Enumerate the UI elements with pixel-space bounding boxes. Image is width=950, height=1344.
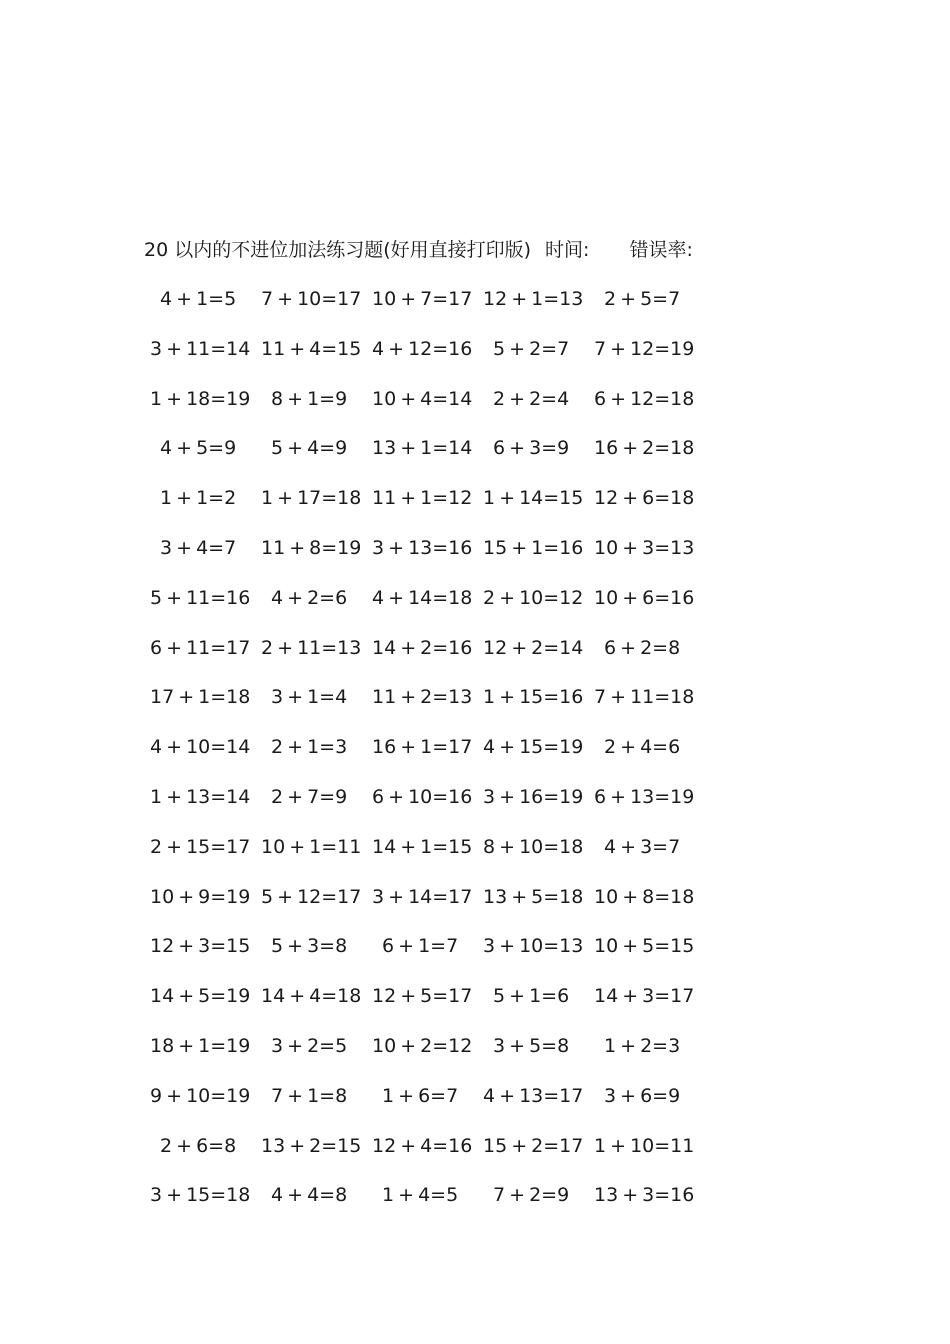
- problem-row: [0, 982, 950, 1032]
- problem-cell: [483, 434, 594, 462]
- addition-problem: 7 + 1=8: [271, 1084, 348, 1107]
- addition-problem: 3 + 11=14: [150, 337, 251, 360]
- addition-problem: 14 + 2=16: [372, 636, 473, 659]
- addition-problem: 1 + 6=7: [382, 1084, 459, 1107]
- problem-cell: [150, 1181, 261, 1209]
- problem-cell: [261, 733, 372, 761]
- addition-problem: 6 + 3=9: [493, 437, 570, 460]
- problem-cell: [261, 385, 372, 413]
- addition-problem: 2 + 6=8: [160, 1134, 237, 1157]
- problem-row: [0, 932, 950, 982]
- problem-cell: [261, 683, 372, 711]
- problem-cell: [372, 833, 483, 861]
- problem-cell: [594, 1181, 705, 1209]
- addition-problem: 8 + 1=9: [271, 387, 348, 410]
- addition-problem: 10 + 7=17: [372, 288, 473, 310]
- problem-row: [0, 285, 950, 335]
- addition-problem: 2 + 5=7: [604, 288, 681, 310]
- problem-cell: [150, 683, 261, 711]
- problem-cell: [261, 285, 372, 313]
- problem-row: [0, 683, 950, 733]
- problem-row: [0, 534, 950, 584]
- addition-problem: 1 + 17=18: [261, 487, 362, 510]
- problem-cell: [261, 534, 372, 562]
- problem-cell: [150, 1032, 261, 1060]
- problem-cell: [372, 1181, 483, 1209]
- problem-cell: [594, 484, 705, 512]
- problem-row: [0, 883, 950, 933]
- problem-cell: [261, 783, 372, 811]
- problem-row: [0, 385, 950, 435]
- addition-problem: 12 + 4=16: [372, 1134, 473, 1157]
- problem-row: [0, 733, 950, 783]
- worksheet-title: 20 以内的不进位加法练习题(好用直接打印版): [144, 239, 532, 261]
- problem-cell: [594, 1082, 705, 1110]
- problem-cell: [261, 1082, 372, 1110]
- addition-problem: 12 + 1=13: [483, 288, 584, 310]
- addition-problem: 3 + 5=8: [493, 1034, 570, 1057]
- problem-cell: [261, 634, 372, 662]
- problem-row: [0, 484, 950, 534]
- worksheet-header: [144, 236, 693, 264]
- addition-problem: 11 + 2=13: [372, 686, 473, 709]
- problem-row: [0, 1082, 950, 1132]
- addition-problem: 12 + 2=14: [483, 636, 584, 659]
- addition-problem: 1 + 1=2: [160, 487, 237, 510]
- addition-problem: 16 + 2=18: [594, 437, 695, 460]
- addition-problem: 10 + 9=19: [150, 885, 251, 908]
- problem-cell: [261, 883, 372, 911]
- problem-cell: [483, 1082, 594, 1110]
- problem-cell: [372, 1082, 483, 1110]
- addition-problem: 2 + 15=17: [150, 835, 251, 858]
- problem-cell: [261, 932, 372, 960]
- addition-problem: 7 + 10=17: [261, 288, 362, 310]
- problem-row: [0, 434, 950, 484]
- addition-problem: 11 + 4=15: [261, 337, 362, 360]
- addition-problem: 4 + 2=6: [271, 586, 348, 609]
- problem-row: [0, 1181, 950, 1231]
- addition-problem: 3 + 10=13: [483, 935, 584, 958]
- addition-problem: 2 + 7=9: [271, 785, 348, 808]
- problem-cell: [372, 1032, 483, 1060]
- addition-problem: 5 + 11=16: [150, 586, 251, 609]
- addition-problem: 5 + 4=9: [271, 437, 348, 460]
- problem-cell: [483, 833, 594, 861]
- problem-cell: [483, 783, 594, 811]
- addition-problem: 3 + 6=9: [604, 1084, 681, 1107]
- addition-problem: 15 + 2=17: [483, 1134, 584, 1157]
- addition-problem: 5 + 3=8: [271, 935, 348, 958]
- addition-problem: 5 + 12=17: [261, 885, 362, 908]
- problem-cell: [261, 335, 372, 363]
- problem-cell: [150, 434, 261, 462]
- problem-cell: [483, 584, 594, 612]
- problem-cell: [372, 534, 483, 562]
- addition-problem: 18 + 1=19: [150, 1034, 251, 1057]
- problem-cell: [483, 982, 594, 1010]
- problem-cell: [594, 434, 705, 462]
- problem-cell: [261, 484, 372, 512]
- addition-problem: 10 + 1=11: [261, 835, 362, 858]
- problem-row: [0, 833, 950, 883]
- addition-problem: 8 + 10=18: [483, 835, 584, 858]
- addition-problem: 3 + 13=16: [372, 536, 473, 559]
- addition-problem: 10 + 4=14: [372, 387, 473, 410]
- problem-row: [0, 1032, 950, 1082]
- addition-problem: 2 + 11=13: [261, 636, 362, 659]
- addition-problem: 1 + 4=5: [382, 1184, 459, 1207]
- problem-cell: [483, 335, 594, 363]
- addition-problem: 6 + 1=7: [382, 935, 459, 958]
- addition-problem: 1 + 2=3: [604, 1034, 681, 1057]
- problem-cell: [150, 1132, 261, 1160]
- problem-cell: [483, 683, 594, 711]
- problem-cell: [594, 285, 705, 313]
- addition-problem: 12 + 3=15: [150, 935, 251, 958]
- addition-problem: 6 + 12=18: [594, 387, 695, 410]
- problem-cell: [150, 1082, 261, 1110]
- problem-cell: [372, 484, 483, 512]
- problem-row: [0, 634, 950, 684]
- addition-problem: 12 + 5=17: [372, 985, 473, 1008]
- addition-problem: 3 + 1=4: [271, 686, 348, 709]
- problem-row: [0, 1132, 950, 1182]
- problem-cell: [372, 584, 483, 612]
- addition-problem: 13 + 1=14: [372, 437, 473, 460]
- problem-cell: [150, 833, 261, 861]
- addition-problem: 1 + 18=19: [150, 387, 251, 410]
- problem-cell: [261, 584, 372, 612]
- problem-cell: [372, 434, 483, 462]
- addition-problem: 4 + 12=16: [372, 337, 473, 360]
- addition-problem: 9 + 10=19: [150, 1084, 251, 1107]
- problem-cell: [150, 883, 261, 911]
- problem-cell: [372, 683, 483, 711]
- addition-problem: 14 + 1=15: [372, 835, 473, 858]
- addition-problem: 10 + 8=18: [594, 885, 695, 908]
- problem-cell: [261, 833, 372, 861]
- problem-cell: [150, 484, 261, 512]
- problem-cell: [150, 285, 261, 313]
- addition-problem: 13 + 5=18: [483, 885, 584, 908]
- addition-problem: 10 + 6=16: [594, 586, 695, 609]
- problem-cell: [372, 1132, 483, 1160]
- addition-problem: 4 + 5=9: [160, 437, 237, 460]
- problem-cell: [594, 683, 705, 711]
- addition-problem: 6 + 2=8: [604, 636, 681, 659]
- problem-cell: [483, 1032, 594, 1060]
- addition-problem: 1 + 13=14: [150, 785, 251, 808]
- problem-cell: [594, 883, 705, 911]
- addition-problem: 3 + 2=5: [271, 1034, 348, 1057]
- problem-cell: [483, 534, 594, 562]
- addition-problem: 14 + 5=19: [150, 985, 251, 1008]
- addition-problem: 6 + 10=16: [372, 785, 473, 808]
- addition-problem: 2 + 4=6: [604, 736, 681, 759]
- problem-cell: [150, 634, 261, 662]
- problem-cell: [594, 833, 705, 861]
- problem-cell: [594, 1032, 705, 1060]
- problem-cell: [483, 484, 594, 512]
- problem-cell: [594, 634, 705, 662]
- problem-cell: [150, 982, 261, 1010]
- problem-cell: [150, 783, 261, 811]
- problem-cell: [483, 385, 594, 413]
- addition-problem: 2 + 10=12: [483, 586, 584, 609]
- problem-cell: [372, 783, 483, 811]
- problem-cell: [594, 335, 705, 363]
- problem-cell: [483, 932, 594, 960]
- addition-problem: 10 + 2=12: [372, 1034, 473, 1057]
- time-label: 时间:: [545, 239, 590, 261]
- addition-problem: 15 + 1=16: [483, 536, 584, 559]
- addition-problem: 11 + 1=12: [372, 487, 473, 510]
- problem-cell: [483, 883, 594, 911]
- problem-cell: [594, 385, 705, 413]
- addition-problem: 4 + 10=14: [150, 736, 251, 759]
- addition-problem: 4 + 15=19: [483, 736, 584, 759]
- problem-cell: [372, 932, 483, 960]
- addition-problem: 4 + 1=5: [160, 288, 237, 310]
- addition-problem: 1 + 10=11: [594, 1134, 695, 1157]
- addition-problem: 13 + 2=15: [261, 1134, 362, 1157]
- addition-problem: 3 + 16=19: [483, 785, 584, 808]
- problem-cell: [594, 932, 705, 960]
- addition-problem: 6 + 13=19: [594, 785, 695, 808]
- problem-cell: [150, 584, 261, 612]
- addition-problem: 2 + 1=3: [271, 736, 348, 759]
- problem-cell: [261, 982, 372, 1010]
- problem-row: [0, 783, 950, 833]
- addition-problem: 7 + 11=18: [594, 686, 695, 709]
- problem-cell: [150, 932, 261, 960]
- addition-problem: 13 + 3=16: [594, 1184, 695, 1207]
- addition-problem: 3 + 4=7: [160, 536, 237, 559]
- addition-problem: 2 + 2=4: [493, 387, 570, 410]
- problem-cell: [150, 534, 261, 562]
- problem-cell: [372, 385, 483, 413]
- addition-problem: 1 + 14=15: [483, 487, 584, 510]
- problem-cell: [261, 434, 372, 462]
- addition-problem: 1 + 15=16: [483, 686, 584, 709]
- problem-cell: [594, 783, 705, 811]
- problem-cell: [594, 1132, 705, 1160]
- addition-problem: 5 + 2=7: [493, 337, 570, 360]
- addition-problem: 17 + 1=18: [150, 686, 251, 709]
- problem-cell: [594, 534, 705, 562]
- problem-cell: [372, 634, 483, 662]
- addition-problem: 7 + 2=9: [493, 1184, 570, 1207]
- problem-cell: [150, 385, 261, 413]
- problem-cell: [483, 733, 594, 761]
- addition-problem: 4 + 3=7: [604, 835, 681, 858]
- problem-cell: [483, 1132, 594, 1160]
- problem-cell: [261, 1132, 372, 1160]
- addition-problem: 5 + 1=6: [493, 985, 570, 1008]
- addition-problem: 12 + 6=18: [594, 487, 695, 510]
- addition-problem: 4 + 4=8: [271, 1184, 348, 1207]
- problem-grid: [0, 285, 950, 1231]
- problem-cell: [483, 1181, 594, 1209]
- problem-cell: [483, 634, 594, 662]
- problem-cell: [372, 883, 483, 911]
- problem-row: [0, 584, 950, 634]
- problem-cell: [372, 733, 483, 761]
- problem-cell: [594, 733, 705, 761]
- addition-problem: 10 + 3=13: [594, 536, 695, 559]
- problem-cell: [483, 285, 594, 313]
- problem-cell: [372, 285, 483, 313]
- addition-problem: 7 + 12=19: [594, 337, 695, 360]
- addition-problem: 4 + 14=18: [372, 586, 473, 609]
- addition-problem: 6 + 11=17: [150, 636, 251, 659]
- addition-problem: 3 + 14=17: [372, 885, 473, 908]
- problem-cell: [372, 335, 483, 363]
- addition-problem: 10 + 5=15: [594, 935, 695, 958]
- problem-cell: [150, 733, 261, 761]
- problem-cell: [594, 584, 705, 612]
- problem-cell: [372, 982, 483, 1010]
- addition-problem: 14 + 3=17: [594, 985, 695, 1008]
- addition-problem: 3 + 15=18: [150, 1184, 251, 1207]
- problem-cell: [594, 982, 705, 1010]
- addition-problem: 11 + 8=19: [261, 536, 362, 559]
- addition-problem: 14 + 4=18: [261, 985, 362, 1008]
- problem-cell: [261, 1181, 372, 1209]
- problem-cell: [150, 335, 261, 363]
- addition-problem: 4 + 13=17: [483, 1084, 584, 1107]
- error-rate-label: 错误率:: [629, 239, 693, 261]
- problem-row: [0, 335, 950, 385]
- problem-cell: [261, 1032, 372, 1060]
- addition-problem: 16 + 1=17: [372, 736, 473, 759]
